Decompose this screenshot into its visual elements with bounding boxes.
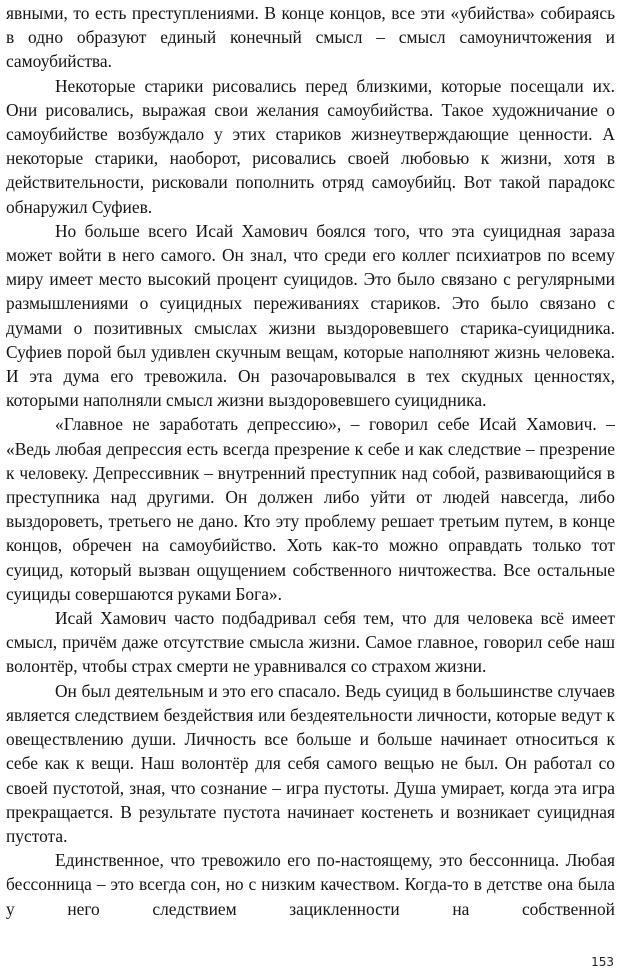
paragraph-6: Он был деятельным и это его спасало. Ведь суицид в большинстве случаев является следствием бездействия или бездеятельности личности, которые ведут к овеществлению души. Личность все больше и больше начинает относиться к себе как к вещи. Наш волонтёр для себя самого вещью не был. Он работал со своей пустотой, зная, что сознание – игра пустоты. Душа умирает, когда эта игра прекращается. В результате пустота начинает костенеть и возникает суицидная пустота. bbox=[6, 680, 615, 846]
paragraph-7: Единственное, что тревожило его по-настоящему, это бессонница. Любая бессонница – это всегда сон, но с низким качеством. Когда-то в детстве она была у него следствием зацикленности на собственной bbox=[6, 850, 615, 919]
paragraph-3: Но больше всего Исай Хамович боялся того, что эта суицидная зараза может войти в него самого. Он знал, что среди его коллег психиатров по всему миру имеет место высокий процент суицидов. Это было связано с регулярными размышлениями о суицидных переживаниях стариков. Это было связано с думами о позитивных смыслах жизни выздоровевшего старика-суицидника. Суфиев порой был удивлен скучным вещам, которые наполняют жизнь человека. И эта дума его тревожила. Он разочаровывался в тех скудных ценностях, которыми наполняли смысл жизни выздоровевшего суицидника. bbox=[6, 220, 615, 411]
paragraph-5: Исай Хамович часто подбадривал себя тем, что для человека всё имеет смысл, причём даже отсутствие смысла жизни. Самое главное, говорил себе наш волонтёр, чтобы страх смерти не уравнивался со страхом жизни. bbox=[6, 608, 615, 677]
paragraph-2: Некоторые старики рисовались перед близкими, которые посещали их. Они рисовались, выражая свои желания самоубийства. Такое художничание о самоубийстве возбуждало у этих стариков жизнеутверждающие ценности. А некоторые старики, наоборот, рисовались своей любовью к жизни, хотя в действительности, рисковали пополнить отряд самоубийц. Вот такой парадокс обнаружил Суфиев. bbox=[6, 75, 615, 217]
paragraph-4: «Главное не заработать депрессию», – говорил себе Исай Хамович. – «Ведь любая депрессия есть всегда презрение к себе и как следствие – презрение к человеку. Депрессивник – внутренний преступник над собой, развивающийся в преступника над другими. Он должен либо уйти от людей навсегда, либо выздороветь, третьего не дано. Кто эту проблему решает третьим путем, в конце концов, обречен на самоубийство. Хоть как-то можно оправдать только тот суицид, который вызван ощущением собственного ничтожества. Все остальные суициды совершаются руками Бога». bbox=[6, 414, 615, 604]
page-number: 153 bbox=[591, 955, 614, 969]
body-text bbox=[6, 1, 615, 921]
paragraph-1: явными, то есть преступлениями. В конце концов, все эти «убийства» собираясь в одно образуют единый конечный смысл – смысл самоуничтожения и самоубийства. bbox=[6, 3, 615, 72]
